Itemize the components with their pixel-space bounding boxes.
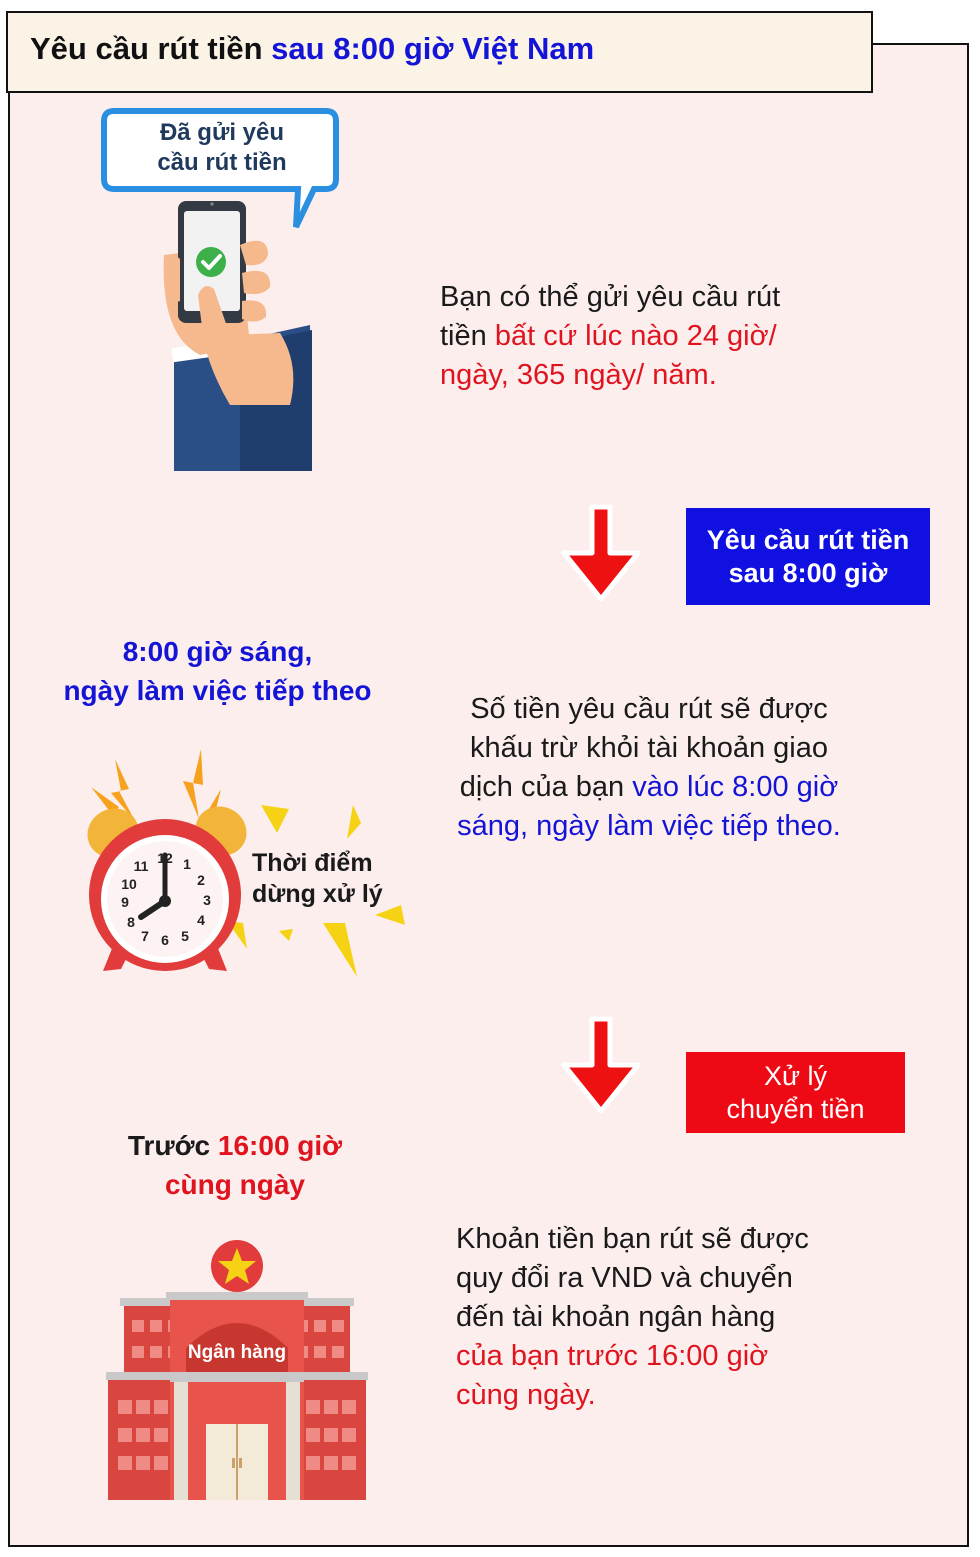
tag-after-8 xyxy=(686,508,930,605)
title-box xyxy=(6,11,873,93)
title-main: Yêu cầu rút tiền xyxy=(30,31,263,66)
step3-line-3: đến tài khoản ngân hàng xyxy=(456,1301,776,1333)
bubble-line-1: Đã gửi yêu xyxy=(159,119,285,146)
step3-line-1: Khoản tiền bạn rút sẽ được xyxy=(456,1223,809,1255)
step2-heading-line-2: ngày làm việc tiếp theo xyxy=(63,675,372,706)
bubble-text xyxy=(112,118,332,178)
bubble-line-2: cầu rút tiền xyxy=(157,149,287,176)
step3-heading-black: Trước xyxy=(127,1130,218,1161)
step3-heading-line-1 xyxy=(40,1126,430,1165)
step2-description xyxy=(434,690,864,846)
step1-line-2 xyxy=(440,317,870,356)
step1-line-2-black: tiền xyxy=(440,320,495,352)
clock-number-9: 9 xyxy=(121,894,129,910)
clock-number-2: 2 xyxy=(197,872,205,888)
bank-building-icon xyxy=(106,1238,368,1500)
clock-number-5: 5 xyxy=(181,928,189,944)
tag1-line-1: Yêu cầu rút tiền xyxy=(706,524,910,555)
tag2-line-2: chuyển tiền xyxy=(726,1093,865,1124)
clock-number-6: 6 xyxy=(161,932,169,948)
step2-heading-line-1: 8:00 giờ sáng, xyxy=(122,636,313,667)
processing-cutoff-note xyxy=(252,848,383,910)
step3-heading xyxy=(40,1126,430,1204)
clock-number-10: 10 xyxy=(121,876,137,892)
step3-heading-red: 16:00 giờ xyxy=(217,1130,343,1161)
clock-number-1: 1 xyxy=(183,856,191,872)
page-title xyxy=(30,31,594,67)
step2-heading xyxy=(20,632,415,710)
step2-line-3-blue: vào lúc 8:00 giờ xyxy=(632,771,839,803)
step1-description xyxy=(440,278,870,395)
step3-line-5: cùng ngày. xyxy=(456,1379,596,1411)
cutoff-note-line-2: dừng xử lý xyxy=(252,880,383,908)
clock-number-4: 4 xyxy=(197,912,205,928)
step2-line-2: khấu trừ khỏi tài khoản giao xyxy=(470,732,828,764)
step2-line-3-black: dịch của bạn xyxy=(459,771,633,803)
step2-line-4: sáng, ngày làm việc tiếp theo. xyxy=(457,810,841,842)
step1-line-3: ngày, 365 ngày/ năm. xyxy=(440,359,717,391)
step2-line-3 xyxy=(434,768,864,807)
bank-label: Ngân hàng xyxy=(187,1342,287,1363)
tag2-line-1: Xử lý xyxy=(763,1060,828,1091)
title-highlight: sau 8:00 giờ Việt Nam xyxy=(271,31,595,66)
tag-transfer-processing xyxy=(686,1052,905,1133)
clock-number-3: 3 xyxy=(203,892,211,908)
clock-number-11: 11 xyxy=(133,858,149,874)
clock-number-7: 7 xyxy=(141,928,149,944)
step1-line-2-red: bất cứ lúc nào 24 giờ/ xyxy=(494,320,777,352)
tag1-line-2: sau 8:00 giờ xyxy=(728,557,888,588)
step2-line-1: Số tiền yêu cầu rút sẽ được xyxy=(470,693,828,725)
step3-heading-line-2: cùng ngày xyxy=(164,1169,305,1200)
clock-number-12: 12 xyxy=(157,850,173,866)
step3-line-2: quy đổi ra VND và chuyển xyxy=(456,1262,793,1294)
step3-line-4: của bạn trước 16:00 giờ xyxy=(456,1340,769,1372)
cutoff-note-line-1: Thời điểm xyxy=(252,849,373,877)
arrow-down-icon xyxy=(556,503,646,603)
arrow-down-icon xyxy=(556,1015,646,1115)
clock-number-8: 8 xyxy=(127,914,135,930)
step1-line-1: Bạn có thể gửi yêu cầu rút xyxy=(440,281,781,313)
step3-description xyxy=(456,1220,886,1415)
